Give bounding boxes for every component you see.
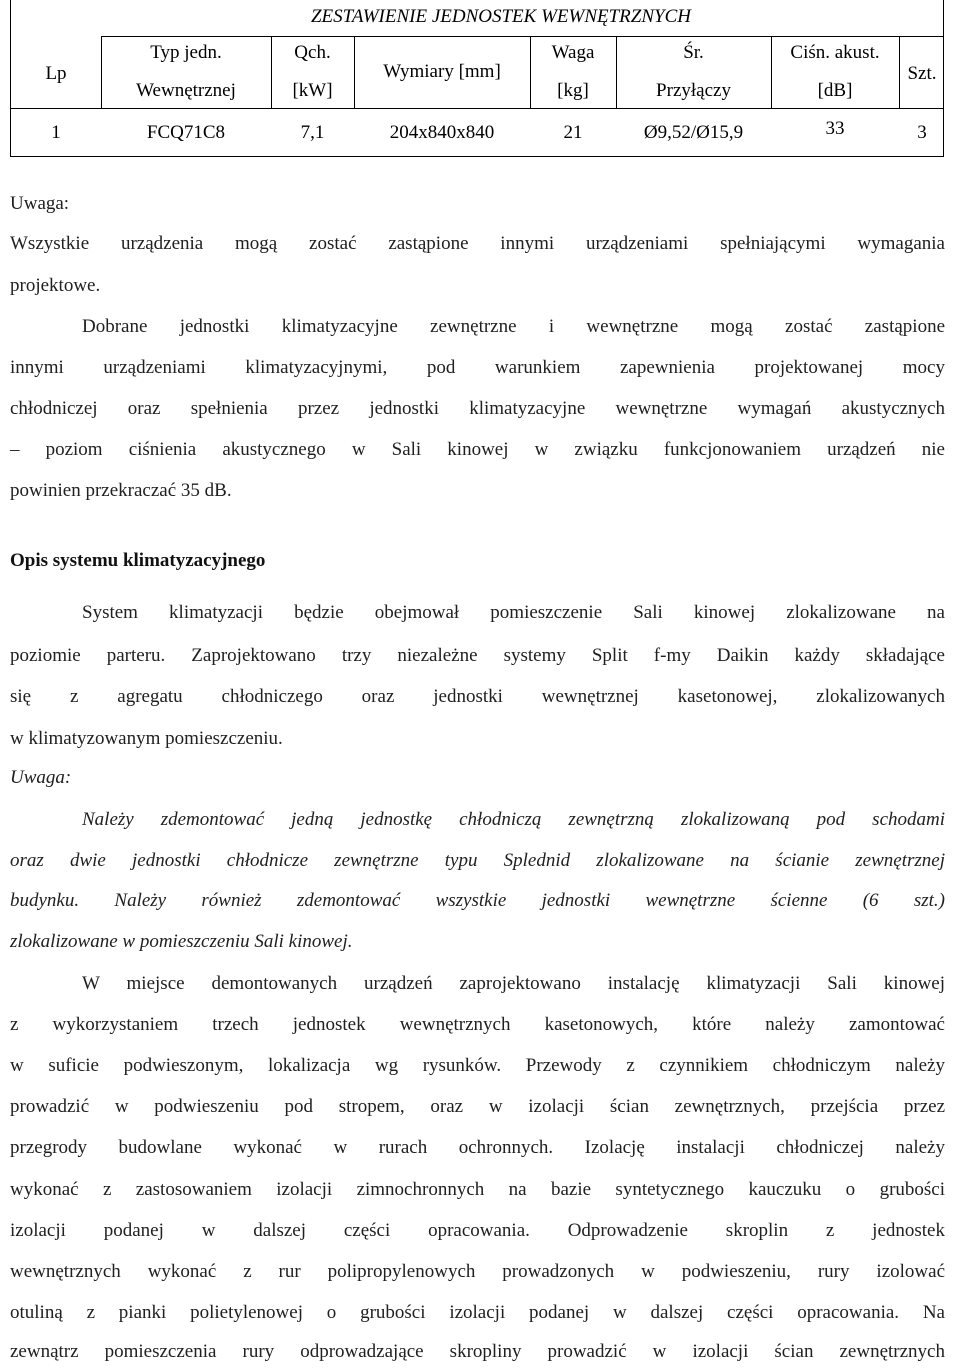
text-line: prowadzić w podwieszeniu pod stropem, oraz w izolacji ścian zewnętrznych, przejścia przez: [10, 1096, 945, 1117]
cell-waga: 21: [563, 122, 583, 143]
header-qch-2: [kW]: [292, 80, 333, 101]
header-lp: Lp: [45, 63, 67, 84]
cell-cisn: 33: [825, 118, 845, 139]
header-wymiary: Wymiary [mm]: [383, 61, 501, 82]
text-line: się z agregatu chłodniczego oraz jednostki wewnętrznej kasetonowej, zlokalizowanych: [10, 686, 945, 707]
text-line: otuliną z pianki polietylenowej o grubości izolacji podanej w dalszej części opracowania. Na: [10, 1302, 945, 1323]
text-line: budynku. Należy również zdemontować wszystkie jednostki wewnętrzne ścienne (6 szt.): [10, 890, 945, 911]
text-line: W miejsce demontowanych urządzeń zaprojektowano instalację klimatyzacji Sali kinowej: [82, 973, 945, 994]
text-line: z wykorzystaniem trzech jednostek wewnętrznych kasetonowych, które należy zamontować: [10, 1014, 945, 1035]
text-line: oraz dwie jednostki chłodnicze zewnętrzne typu Splednid zlokalizowane na ścianie zewnętrznej: [10, 850, 945, 871]
text-line: zewnątrz pomieszczenia rury odprowadzające skropliny prowadzić w izolacji ścian zewnętrznych: [10, 1341, 945, 1362]
text-line: wykonać z zastosowaniem izolacji zimnochronnych na bazie syntetycznego kauczuku o grubości: [10, 1179, 945, 1200]
header-sr-2: Przyłączy: [656, 80, 731, 101]
text-line: System klimatyzacji będzie obejmował pomieszczenie Sali kinowej zlokalizowane na: [82, 602, 945, 623]
text-line: projektowe.: [10, 275, 101, 296]
units-table: [10, 0, 944, 157]
header-cisn-2: [dB]: [817, 80, 853, 101]
text-line: przegrody budowlane wykonać w rurach ochronnych. Izolację instalacji chłodniczej należy: [10, 1137, 945, 1158]
text-line: Dobrane jednostki klimatyzacyjne zewnętrzne i wewnętrzne mogą zostać zastąpione: [82, 316, 945, 337]
cell-lp: 1: [51, 122, 61, 143]
header-sr-1: Śr.: [683, 42, 704, 63]
note-label: Uwaga:: [10, 767, 72, 788]
text-line: w klimatyzowanym pomieszczeniu.: [10, 728, 283, 749]
header-waga-1: Waga: [551, 42, 595, 63]
text-line: innymi urządzeniami klimatyzacyjnymi, pod warunkiem zapewnienia projektowanej mocy: [10, 357, 945, 378]
header-qch-1: Qch.: [294, 42, 331, 63]
cell-qch: 7,1: [300, 122, 325, 143]
cell-sr: Ø9,52/Ø15,9: [643, 122, 744, 143]
header-waga-2: [kg]: [557, 80, 589, 101]
cell-wymiary: 204x840x840: [389, 122, 495, 143]
text-line: wewnętrznych wykonać z rur polipropylenowych prowadzonych w podwieszeniu, rury izolować: [10, 1261, 945, 1282]
note-label: Uwaga:: [10, 193, 70, 214]
cell-typ: FCQ71C8: [146, 122, 226, 143]
text-line: chłodniczej oraz spełnienia przez jednostki klimatyzacyjne wewnętrzne wymagań akustycznych: [10, 398, 945, 419]
text-line: Wszystkie urządzenia mogą zostać zastąpione innymi urządzeniami spełniającymi wymagania: [10, 233, 945, 254]
text-line: poziomie parteru. Zaprojektowano trzy niezależne systemy Split f-my Daikin każdy składające: [10, 645, 945, 666]
cell-szt: 3: [917, 122, 927, 143]
header-typ-2: Wewnętrznej: [136, 80, 236, 101]
text-line: w suficie podwieszonym, lokalizacja wg rysunków. Przewody z czynnikiem chłodniczym należy: [10, 1055, 945, 1076]
text-line: powinien przekraczać 35 dB.: [10, 480, 232, 501]
table-title: ZESTAWIENIE JEDNOSTEK WEWNĘTRZNYCH: [310, 6, 691, 27]
text-line: Należy zdemontować jedną jednostkę chłodniczą zewnętrzną zlokalizowaną pod schodami: [82, 809, 945, 830]
section-heading: Opis systemu klimatyzacyjnego: [10, 550, 266, 571]
header-cisn-1: Ciśn. akust.: [790, 42, 880, 63]
text-line: zlokalizowane w pomieszczeniu Sali kinowej.: [10, 931, 353, 952]
header-typ-1: Typ jedn.: [150, 42, 222, 63]
text-line: – poziom ciśnienia akustycznego w Sali kinowej w związku funkcjonowaniem urządzeń nie: [10, 439, 945, 460]
text-line: izolacji podanej w dalszej części opracowania. Odprowadzenie skroplin z jednostek: [10, 1220, 945, 1241]
header-szt: Szt.: [907, 63, 937, 84]
